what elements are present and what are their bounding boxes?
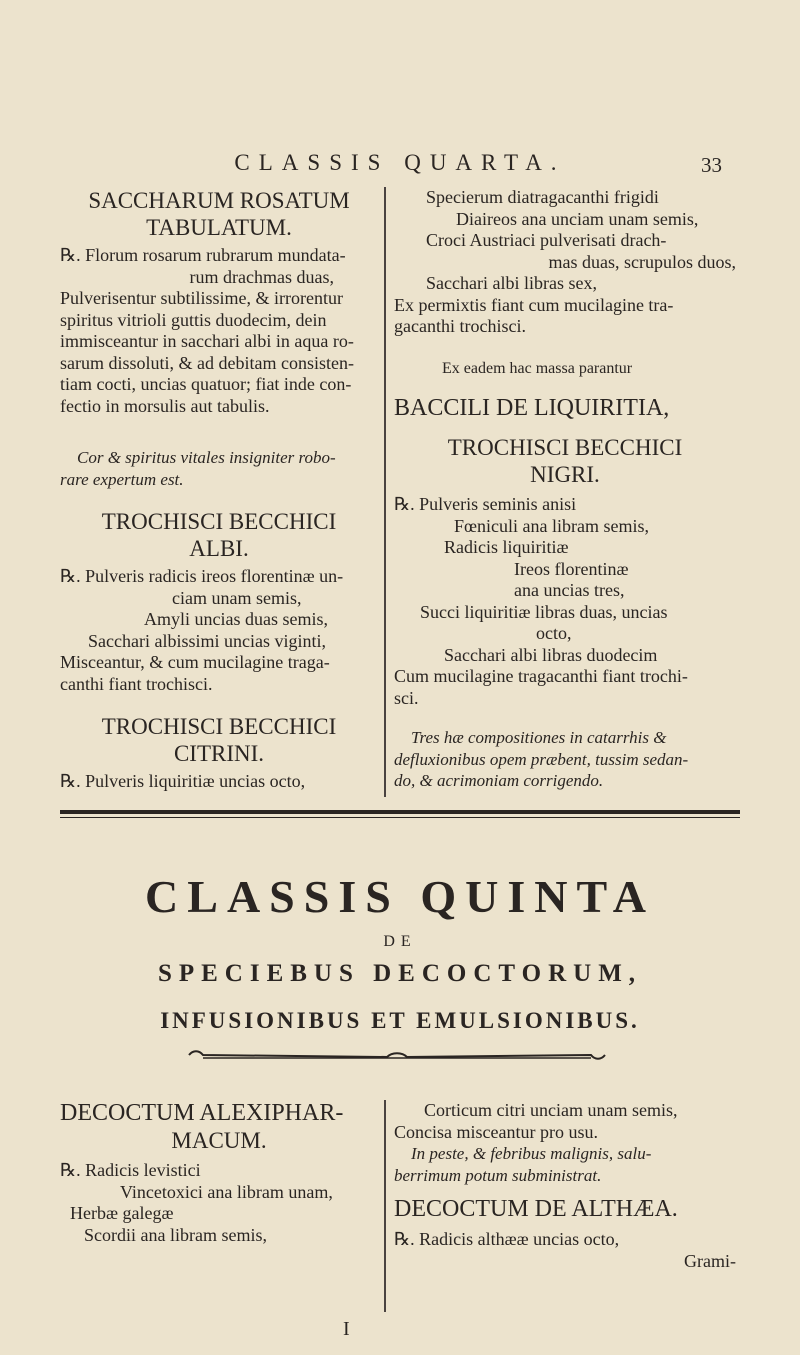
column-rule-bottom [384,1100,386,1312]
recipe-line: ciam unam semis, [172,587,302,608]
recipe-line: sci. [394,687,419,708]
section-subtitle-1: SPECIEBUS DECOCTORUM, [157,960,643,987]
note-line: rare expertum est. [60,469,184,489]
heading-nigri: NIGRI. [530,462,600,487]
signature-mark: I [343,1318,350,1340]
recipe-line: gacanthi trochisci. [394,316,526,336]
recipe-line: ℞. Florum rosarum rubrarum mundata- [60,245,346,265]
recipe-line: ana uncias tres, [514,580,625,600]
recipe-line: sarum dissoluti, & ad debitam consisten- [60,352,354,373]
right-column-bottom [394,1100,736,1272]
recipe-line: octo, [536,623,572,643]
heading-decoctum-althaea: DECOCTUM DE ALTHÆA. [394,1196,678,1222]
section-rule-thick [60,810,740,814]
note-line: Cor & spiritus vitales insigniter robo- [77,448,336,467]
recipe-line: ℞. Radicis levistici [60,1160,201,1180]
recipe-line: Pulverisentur subtilissime, & irrorentur [60,288,343,308]
recipe-line: spiritus vitrioli guttis duodecim, dein [60,309,327,330]
heading-saccharum: SACCHARUM ROSATUM [88,188,350,213]
recipe-line: Ireos florentinæ [514,558,629,579]
recipe-line: ℞. Pulveris seminis anisi [394,494,577,514]
recipe-line: Fœniculi ana libram semis, [454,515,649,536]
recipe-line: fectio in morsulis aut tabulis. [60,395,270,416]
heading-macum: MACUM. [171,1128,267,1153]
section-title: CLASSIS QUINTA [145,871,655,922]
recipe-line: Concisa misceantur pro usu. [394,1121,598,1142]
heading-decoctum-alexipharmacum: DECOCTUM ALEXIPHAR- [60,1100,344,1126]
recipe-line: Amyli uncias duas semis, [144,609,328,629]
section-subtitle-2: INFUSIONIBUS ET EMULSIONIBUS. [160,1008,640,1033]
recipe-line: Misceantur, & cum mucilagine traga- [60,652,330,672]
recipe-line: ℞. Pulveris radicis ireos florentinæ un- [60,566,344,586]
heading-trochisci-citrini: TROCHISCI BECCHICI [101,714,337,739]
right-column-top [394,187,736,792]
running-head: CLASSIS QUARTA. [234,150,566,175]
recipe-line: ℞. Radicis althææ uncias octo, [394,1229,620,1249]
recipe-line: Radicis liquiritiæ [444,537,569,557]
column-rule-top [384,187,386,797]
recipe-line: Vincetoxici ana libram unam, [120,1181,333,1202]
recipe-line: Ex permixtis fiant cum mucilagine tra- [394,294,674,315]
recipe-line: Sacchari albi libras sex, [426,273,597,293]
heading-albi: ALBI. [189,536,249,561]
left-column-top [60,187,378,793]
recipe-line: Sacchari albi libras duodecim [444,644,658,665]
note-line: Tres hæ compositiones in catarrhis & [411,728,667,747]
recipe-line: tiam cocti, uncias quatuor; fiat inde con- [60,374,352,394]
recipe-line: canthi fiant trochisci. [60,673,213,694]
recipe-line: immisceantur in sacchari albi in aqua ro- [60,331,354,351]
recipe-line: Grami- [684,1250,736,1271]
recipe-line: ℞. Pulveris liquiritiæ uncias octo, [60,771,306,791]
heading-citrini: CITRINI. [173,741,265,766]
note-line: Ex eadem hac massa parantur [442,359,633,377]
recipe-line: Specierum diatragacanthi frigidi [426,187,659,207]
recipe-line: mas duas, scrupulos duos, [548,251,736,272]
note-line: berrimum potum subministrat. [394,1165,602,1185]
recipe-line: Croci Austriaci pulverisati drach- [426,230,667,250]
page-number: 33 [701,153,722,177]
recipe-line: Scordii ana libram semis, [84,1224,267,1245]
recipe-line: Corticum citri unciam unam semis, [424,1100,678,1120]
note-line: In peste, & febribus malignis, salu- [411,1144,652,1163]
recipe-line: Cum mucilagine tragacanthi fiant trochi- [394,666,688,686]
section-rule-thin [60,817,740,818]
heading-tabulatum: TABULATUM. [146,215,292,240]
note-line: do, & acrimoniam corrigendo. [394,771,604,790]
section-de: DE [383,933,417,950]
recipe-line: Succi liquiritiæ libras duas, uncias [420,601,668,622]
note-line: defluxionibus opem præbent, tussim sedan- [394,749,689,769]
heading-trochisci-nigri: TROCHISCI BECCHICI [447,435,683,460]
recipe-line: rum drachmas duas, [189,266,334,287]
recipe-line: Herbæ galegæ [70,1203,174,1223]
left-column-bottom [60,1100,378,1246]
heading-trochisci-albi: TROCHISCI BECCHICI [101,509,337,534]
heading-baccili: BACCILI DE LIQUIRITIA, [394,395,670,421]
recipe-line: Sacchari albissimi uncias viginti, [88,630,326,651]
ornament-rule [187,1048,607,1062]
recipe-line: Diaireos ana unciam unam semis, [456,208,699,229]
